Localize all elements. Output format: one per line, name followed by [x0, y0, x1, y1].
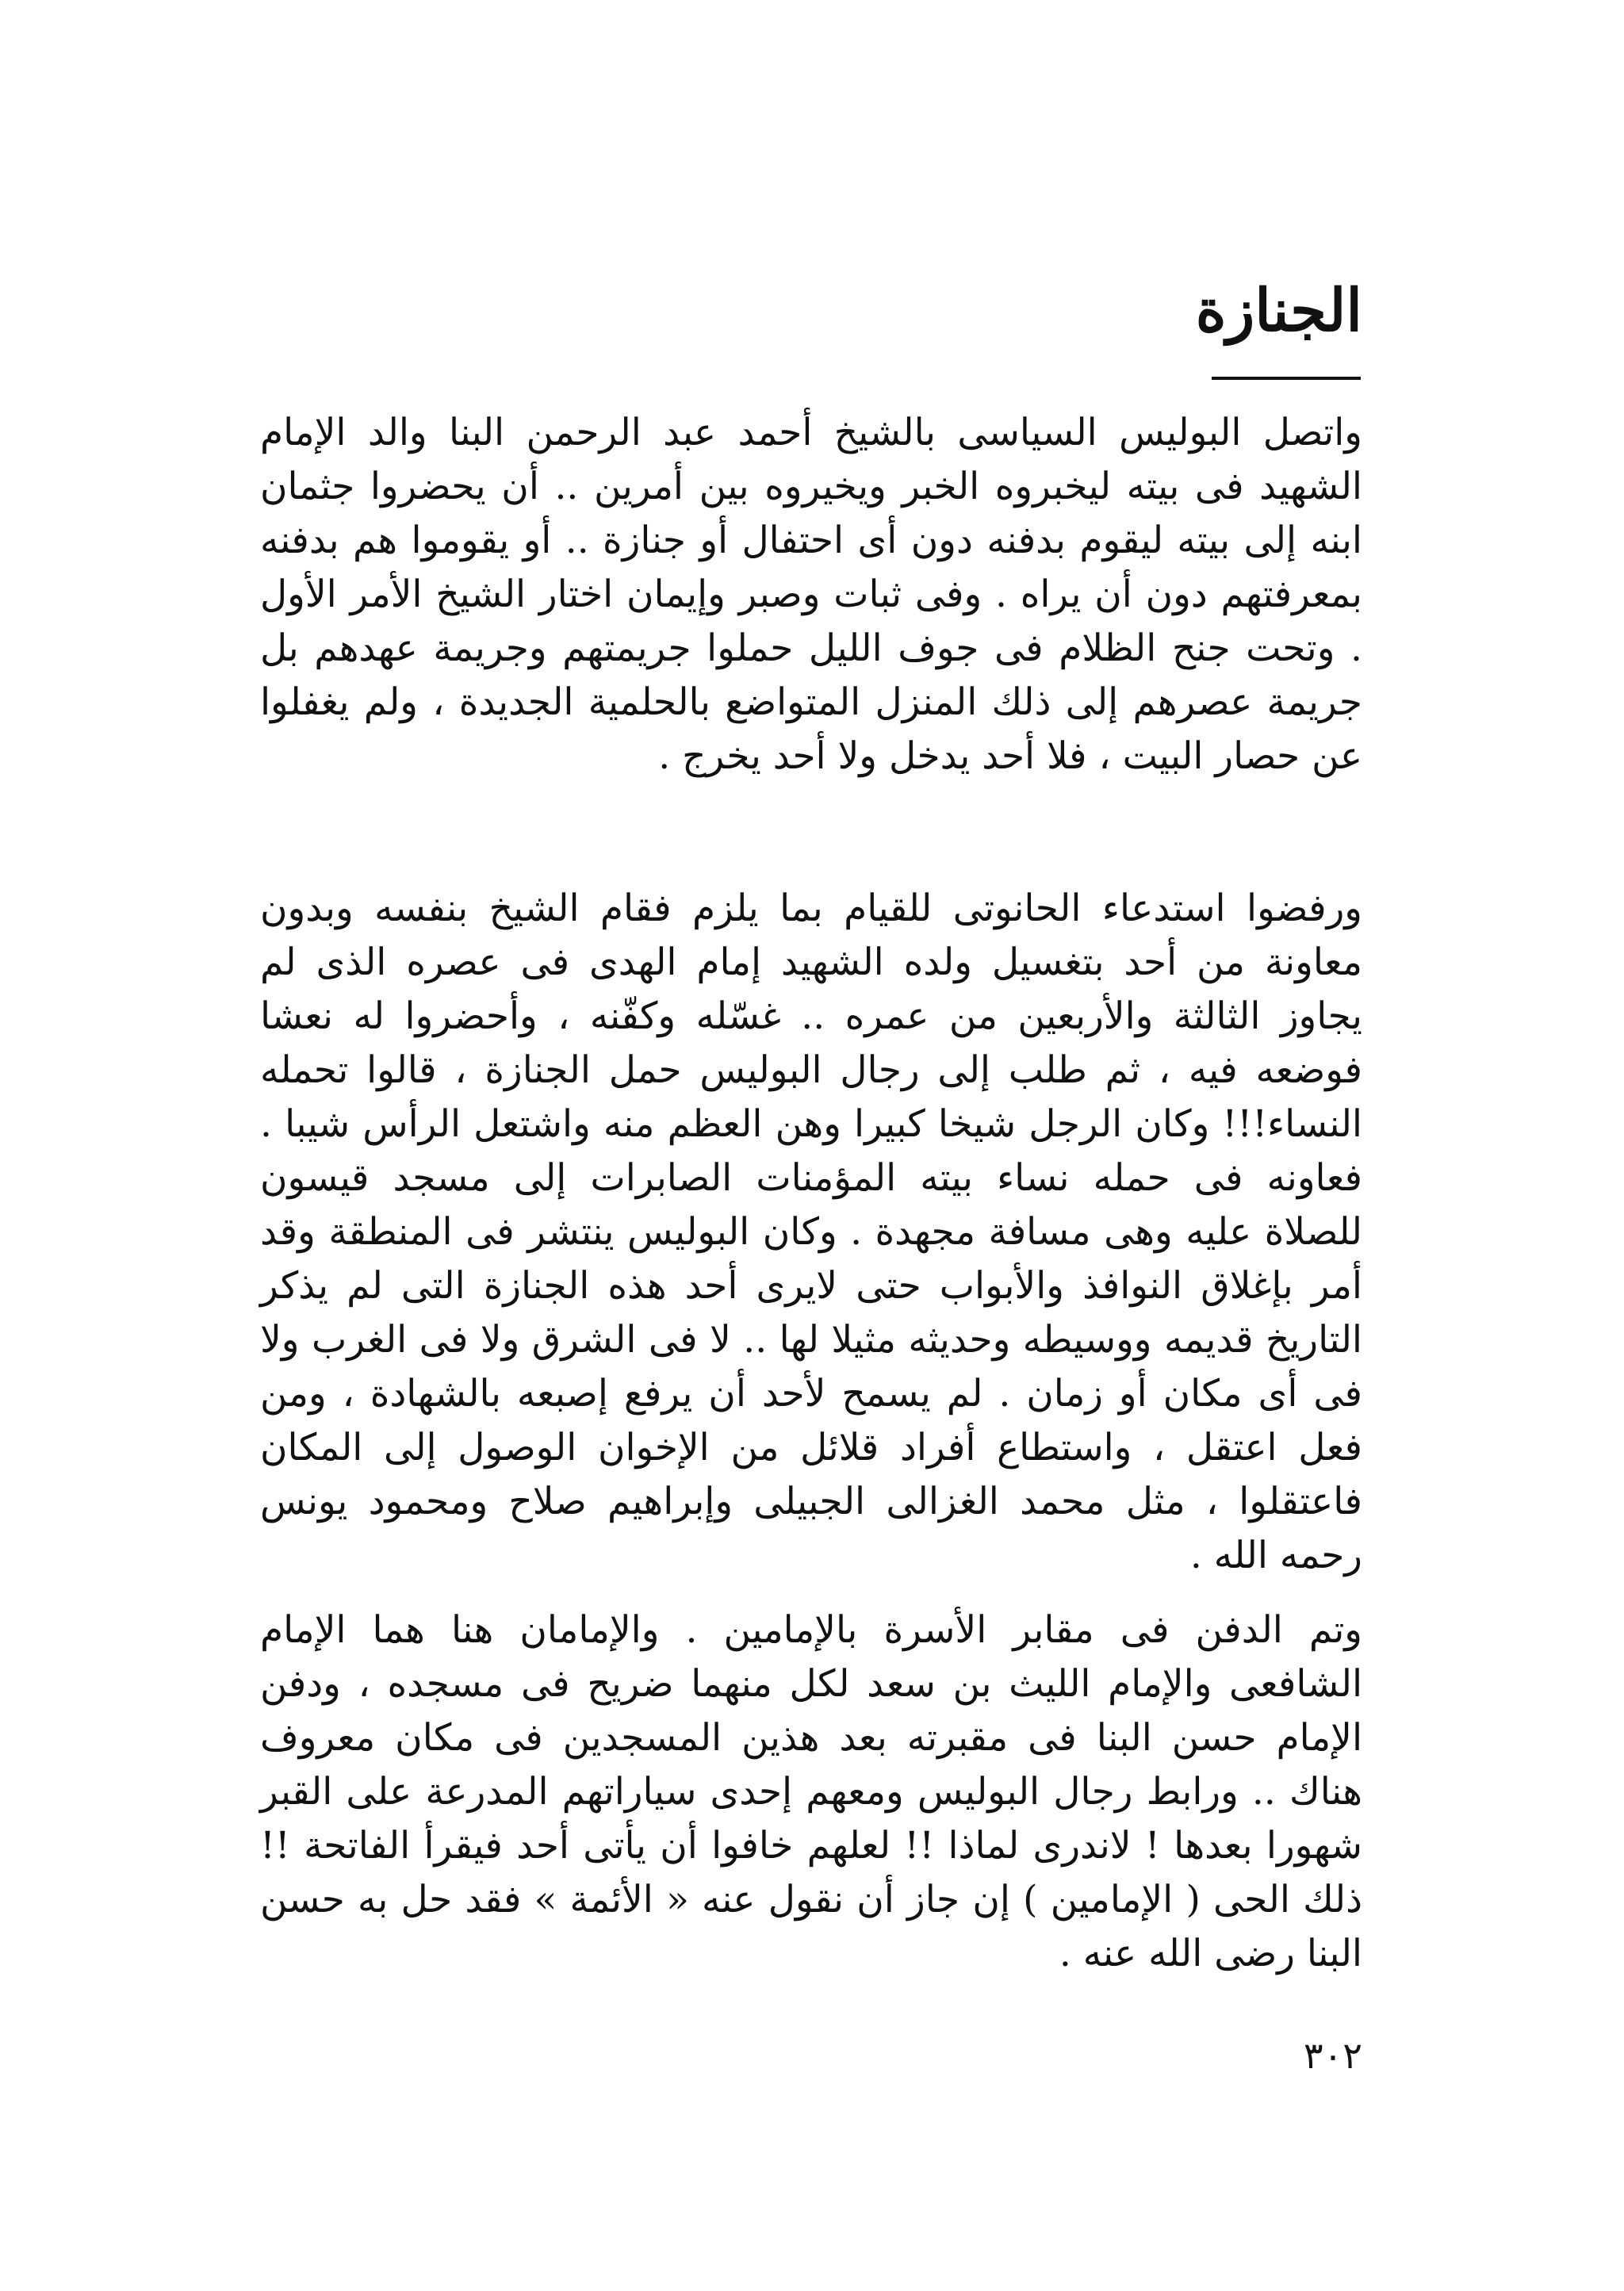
- paragraph-3: وتم الدفن فى مقابر الأسرة بالإمامين . والإمامان هنا هما الإمام الشافعى والإمام الليث بن سعد لكل منهما ضريح فى مسجده ، ودفن الإمام حسن البنا فى مقبرته بعد هذين المسجدين فى مكان معروف هناك .. ورابط رجال البوليس ومعهم إحدى سياراتهم المدرعة على القبر شهورا بعدها ! لاندرى لماذا !! لعلهم خافوا أن يأتى أحد فيقرأ الفاتحة !! ذلك الحى ( الإمامين ) إن جاز أن نقول عنه « الأئمة » فقد حل به حسن البنا رضى الله عنه .: [260, 1608, 1363, 1975]
- title-underline: [1212, 377, 1361, 380]
- chapter-title: الجنازة: [1195, 277, 1362, 345]
- page-number: ٣٠٢: [1303, 2034, 1362, 2077]
- paragraph-2: ورفضوا استدعاء الحانوتى للقيام بما يلزم فقام الشيخ بنفسه وبدون معاونة من أحد بتغسيل ولده الشهيد إمام الهدى فى عصره الذى لم يجاوز الثالثة والأربعين من عمره .. غسّله وكفّنه ، وأحضروا له نعشا فوضعه فيه ، ثم طلب إلى رجال البوليس حمل الجنازة ، قالوا تحمله النساء!!! وكان الرجل شيخا كبيرا وهن العظم منه واشتعل الرأس شيبا . فعاونه فى حمله نساء بيته المؤمنات الصابرات إلى مسجد قيسون للصلاة عليه وهى مسافة مجهدة . وكان البوليس ينتشر فى المنطقة وقد أمر بإغلاق النوافذ والأبواب حتى لايرى أحد هذه الجنازة التى لم يذكر التاريخ قديمه ووسيطه وحديثه مثيلا لها .. لا فى الشرق ولا فى الغرب ولا فى أى مكان أو زمان . لم يسمح لأحد أن يرفع إصبعه بالشهادة ، ومن فعل اعتقل ، واستطاع أفراد قلائل من الإخوان الوصول إلى المكان فاعتقلوا ، مثل محمد الغزالى الجبيلى وإبراهيم صلاح ومحمود يونس رحمه الله .: [260, 887, 1362, 1577]
- paragraph-1: واتصل البوليس السياسى بالشيخ أحمد عبد الرحمن البنا والد الإمام الشهيد فى بيته ليخبروه الخبر ويخيروه بين أمرين .. أن يحضروا جثمان ابنه إلى بيته ليقوم بدفنه دون أى احتفال أو جنازة .. أو يقوموا هم بدفنه بمعرفتهم دون أن يراه . وفى ثبات وصبر وإيمان اختار الشيخ الأمر الأول . وتحت جنح الظلام فى جوف الليل حملوا جريمتهم وجريمة عهدهم بل جريمة عصرهم إلى ذلك المنزل المتواضع بالحلمية الجديدة ، ولم يغفلوا عن حصار البيت ، فلا أحد يدخل ولا أحد يخرج .: [260, 411, 1362, 778]
